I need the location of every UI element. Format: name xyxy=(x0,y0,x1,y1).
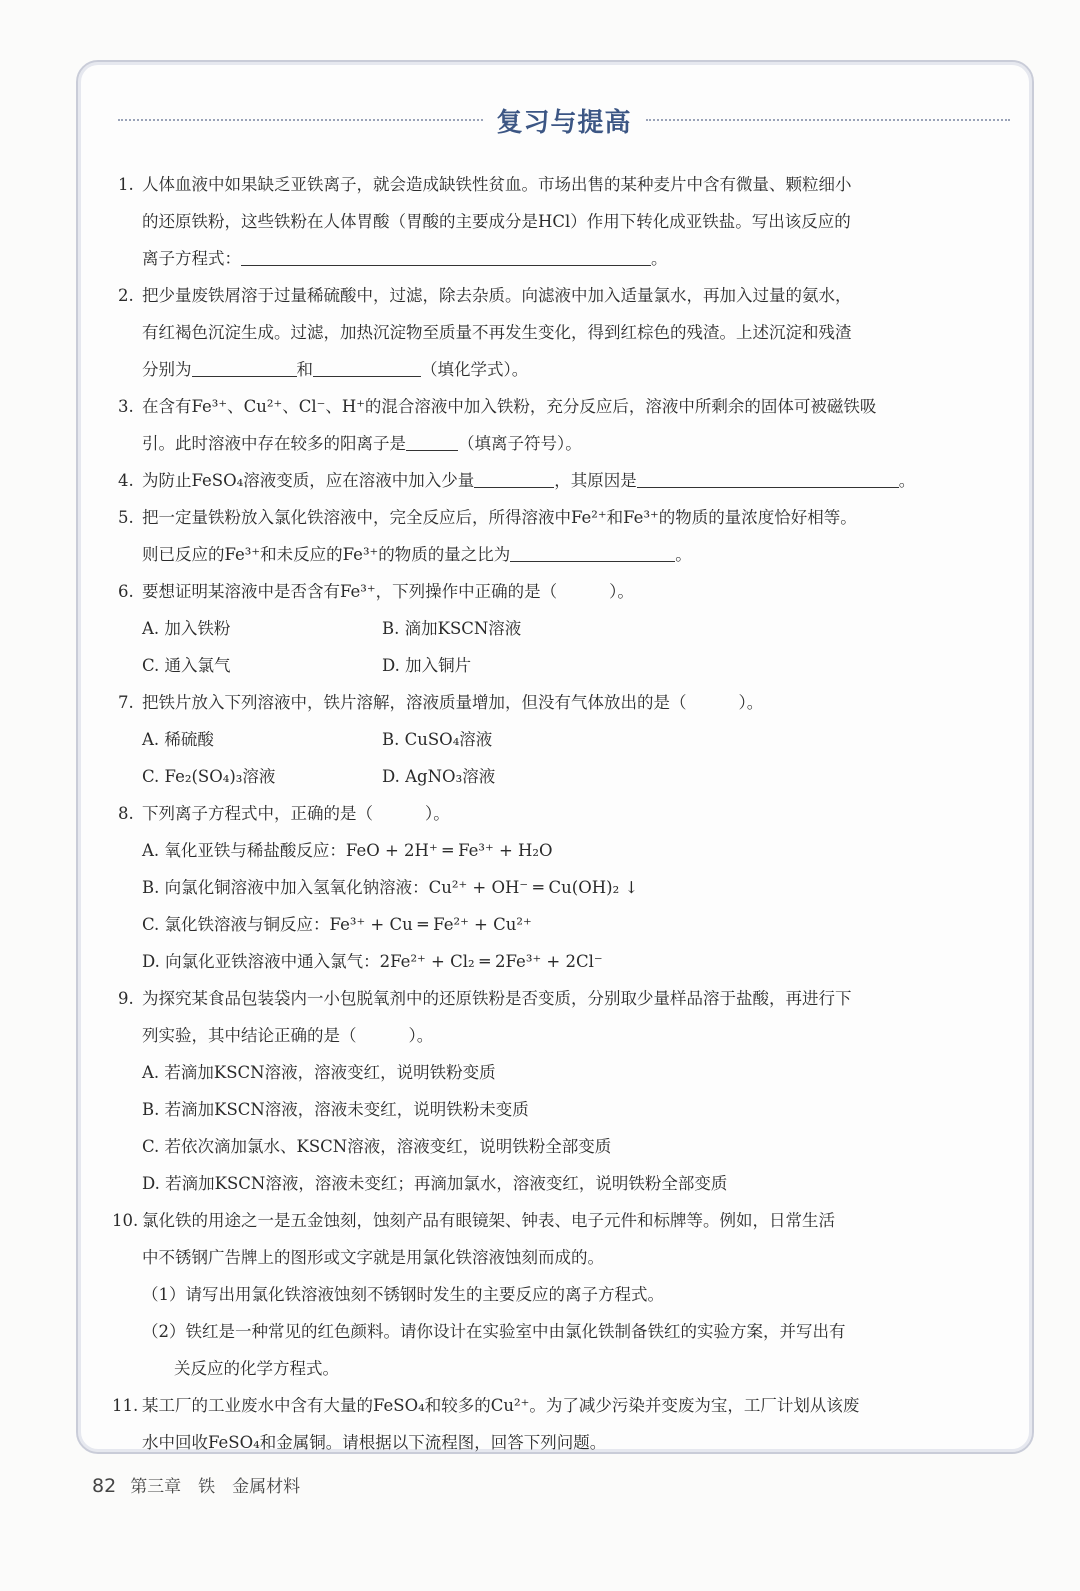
options-row xyxy=(118,721,988,758)
question-number: 4. xyxy=(118,471,134,490)
options-row xyxy=(118,647,988,684)
question-text: 。 xyxy=(651,249,668,268)
dotted-divider xyxy=(118,119,483,121)
options-row xyxy=(118,1091,988,1128)
sub-question-1 xyxy=(118,1276,988,1313)
option-c[interactable]: C. 通入氯气 xyxy=(142,656,231,675)
question-text: 在含有Fe³⁺、Cu²⁺、Cl⁻、H⁺的混合溶液中加入铁粉，充分反应后，溶液中所剩余的固体可被磁铁吸 xyxy=(142,397,877,416)
question-text: （2）铁红是一种常见的红色颜料。请你设计在实验室中由氯化铁制备铁红的实验方案，并写出有 xyxy=(142,1322,846,1341)
question-text: （填化学式）。 xyxy=(421,360,529,379)
option-b[interactable]: B. 向氯化铜溶液中加入氢氧化钠溶液：Cu²⁺ + OH⁻ ═ Cu(OH)₂ ↓ xyxy=(142,878,639,897)
option-c[interactable]: C. 若依次滴加氯水、KSCN溶液，溶液变红，说明铁粉全部变质 xyxy=(142,1137,612,1156)
question-text: 水中回收FeSO₄和金属铜。请根据以下流程图，回答下列问题。 xyxy=(142,1433,607,1452)
question-6 xyxy=(118,573,988,610)
answer-blank[interactable] xyxy=(241,243,651,266)
question-text-line xyxy=(118,351,988,388)
question-text: 则已反应的Fe³⁺和未反应的Fe³⁺的物质的量之比为 xyxy=(142,545,511,564)
options-row xyxy=(118,906,988,943)
question-number: 1. xyxy=(118,175,134,194)
question-number: 2. xyxy=(118,286,134,305)
option-c[interactable]: C. Fe₂(SO₄)₃溶液 xyxy=(142,767,276,786)
option-d[interactable]: D. AgNO₃溶液 xyxy=(382,767,496,786)
question-text: 某工厂的工业废水中含有大量的FeSO₄和较多的Cu²⁺。为了减少污染并变废为宝，工厂计划从该废 xyxy=(142,1396,860,1415)
question-text-line xyxy=(118,1350,988,1387)
question-number: 6. xyxy=(118,582,134,601)
options-row xyxy=(118,1128,988,1165)
option-c[interactable]: C. 氯化铁溶液与铜反应：Fe³⁺ + Cu ═ Fe²⁺ + Cu²⁺ xyxy=(142,915,532,934)
question-text: ，其原因是 xyxy=(554,471,637,490)
question-text-line xyxy=(118,425,988,462)
option-a[interactable]: A. 稀硫酸 xyxy=(142,730,214,749)
question-text-line xyxy=(118,203,988,240)
option-d[interactable]: D. 向氯化亚铁溶液中通入氯气：2Fe²⁺ + Cl₂ ═ 2Fe³⁺ + 2Cl⁻ xyxy=(142,952,603,971)
question-text: 为探究某食品包装袋内一小包脱氧剂中的还原铁粉是否变质，分别取少量样品溶于盐酸，再进行下 xyxy=(142,989,852,1008)
section-header xyxy=(118,100,1010,140)
question-number: 8. xyxy=(118,804,134,823)
question-text: ）。 xyxy=(609,582,634,601)
question-text: 有红褐色沉淀生成。过滤，加热沉淀物至质量不再发生变化，得到红棕色的残渣。上述沉淀和残渣 xyxy=(142,323,852,342)
question-number: 10. xyxy=(112,1211,139,1230)
dotted-divider xyxy=(646,119,1011,121)
question-text: ）。 xyxy=(408,1026,434,1045)
question-text: ）。 xyxy=(738,693,764,712)
question-text: 下列离子方程式中，正确的是（ xyxy=(142,804,373,823)
question-number: 9. xyxy=(118,989,134,1008)
question-text: 。 xyxy=(675,545,692,564)
question-text: 把铁片放入下列溶液中，铁片溶解，溶液质量增加，但没有气体放出的是（ xyxy=(142,693,687,712)
options-row xyxy=(118,610,988,647)
question-10 xyxy=(112,1202,988,1239)
answer-blank[interactable] xyxy=(192,354,297,377)
question-1 xyxy=(118,166,988,203)
question-number: 5. xyxy=(118,508,134,527)
sub-question-2 xyxy=(118,1313,988,1350)
option-a[interactable]: A. 氧化亚铁与稀盐酸反应：FeO + 2H⁺ ═ Fe³⁺ + H₂O xyxy=(142,841,553,860)
question-number: 3. xyxy=(118,397,134,416)
question-text-line xyxy=(118,1017,988,1054)
options-row xyxy=(118,1054,988,1091)
page-number: 82 xyxy=(92,1475,117,1497)
question-text: 把一定量铁粉放入氯化铁溶液中，完全反应后，所得溶液中Fe²⁺和Fe³⁺的物质的量浓度恰好相等。 xyxy=(142,508,857,527)
section-title: 复习与提高 xyxy=(496,107,632,138)
question-text-line xyxy=(118,314,988,351)
answer-blank[interactable] xyxy=(474,465,554,488)
options-row xyxy=(118,869,988,906)
options-row xyxy=(118,943,988,980)
question-text-line xyxy=(118,240,988,277)
question-text: 的还原铁粉，这些铁粉在人体胃酸（胃酸的主要成分是HCl）作用下转化成亚铁盐。写出该反应的 xyxy=(142,212,851,231)
answer-blank[interactable] xyxy=(313,354,421,377)
question-text-line xyxy=(118,536,988,573)
question-text: 氯化铁的用途之一是五金蚀刻，蚀刻产品有眼镜架、钟表、电子元件和标牌等。例如，日常生活 xyxy=(142,1211,835,1230)
question-5 xyxy=(118,499,988,536)
option-a[interactable]: A. 若滴加KSCN溶液，溶液变红，说明铁粉变质 xyxy=(142,1063,496,1082)
question-4 xyxy=(118,462,988,499)
page-footer xyxy=(92,1472,300,1497)
question-text: （填离子符号）。 xyxy=(458,434,582,453)
option-b[interactable]: B. 滴加KSCN溶液 xyxy=(382,619,522,638)
question-9 xyxy=(118,980,988,1017)
question-text: 列实验，其中结论正确的是（ xyxy=(142,1026,357,1045)
question-text-line xyxy=(118,1239,988,1276)
question-2 xyxy=(118,277,988,314)
question-text: 人体血液中如果缺乏亚铁离子，就会造成缺铁性贫血。市场出售的某种麦片中含有微量、颗粒细小 xyxy=(142,175,852,194)
exercise-list xyxy=(112,166,988,1461)
question-3 xyxy=(118,388,988,425)
question-text: 。 xyxy=(898,471,916,490)
option-b[interactable]: B. CuSO₄溶液 xyxy=(382,730,493,749)
answer-blank[interactable] xyxy=(637,465,899,488)
question-text: 把少量废铁屑溶于过量稀硫酸中，过滤，除去杂质。向滤液中加入适量氯水，再加入过量的氨水， xyxy=(142,286,852,305)
question-number: 11. xyxy=(112,1396,139,1415)
question-11 xyxy=(112,1387,988,1424)
question-text: 分别为 xyxy=(142,360,192,379)
question-text: 为防止FeSO₄溶液变质，应在溶液中加入少量 xyxy=(142,471,475,490)
answer-blank[interactable] xyxy=(510,539,675,562)
question-text: ）。 xyxy=(425,804,450,823)
question-text: 关反应的化学方程式。 xyxy=(174,1359,339,1378)
question-7 xyxy=(118,684,988,721)
option-a[interactable]: A. 加入铁粉 xyxy=(142,619,231,638)
question-text: （1）请写出用氯化铁溶液蚀刻不锈钢时发生的主要反应的离子方程式。 xyxy=(142,1285,664,1304)
question-text: 要想证明某溶液中是否含有Fe³⁺，下列操作中正确的是（ xyxy=(142,582,558,601)
question-text-line xyxy=(118,1424,988,1461)
question-text: 和 xyxy=(296,360,313,379)
option-b[interactable]: B. 若滴加KSCN溶液，溶液未变红，说明铁粉未变质 xyxy=(142,1100,529,1119)
options-row xyxy=(118,832,988,869)
option-d[interactable]: D. 若滴加KSCN溶液，溶液未变红；再滴加氯水，溶液变红，说明铁粉全部变质 xyxy=(142,1174,728,1193)
question-text: 引。此时溶液中存在较多的阳离子是 xyxy=(142,434,406,453)
question-8 xyxy=(118,795,988,832)
question-number: 7. xyxy=(118,693,134,712)
options-row xyxy=(118,758,988,795)
answer-blank[interactable] xyxy=(406,428,458,451)
question-text: 离子方程式： xyxy=(142,249,241,268)
question-text: 中不锈钢广告牌上的图形或文字就是用氯化铁溶液蚀刻而成的。 xyxy=(142,1248,604,1267)
options-row xyxy=(118,1165,988,1202)
chapter-title: 第三章 铁 金属材料 xyxy=(130,1477,301,1497)
option-d[interactable]: D. 加入铜片 xyxy=(382,656,472,675)
